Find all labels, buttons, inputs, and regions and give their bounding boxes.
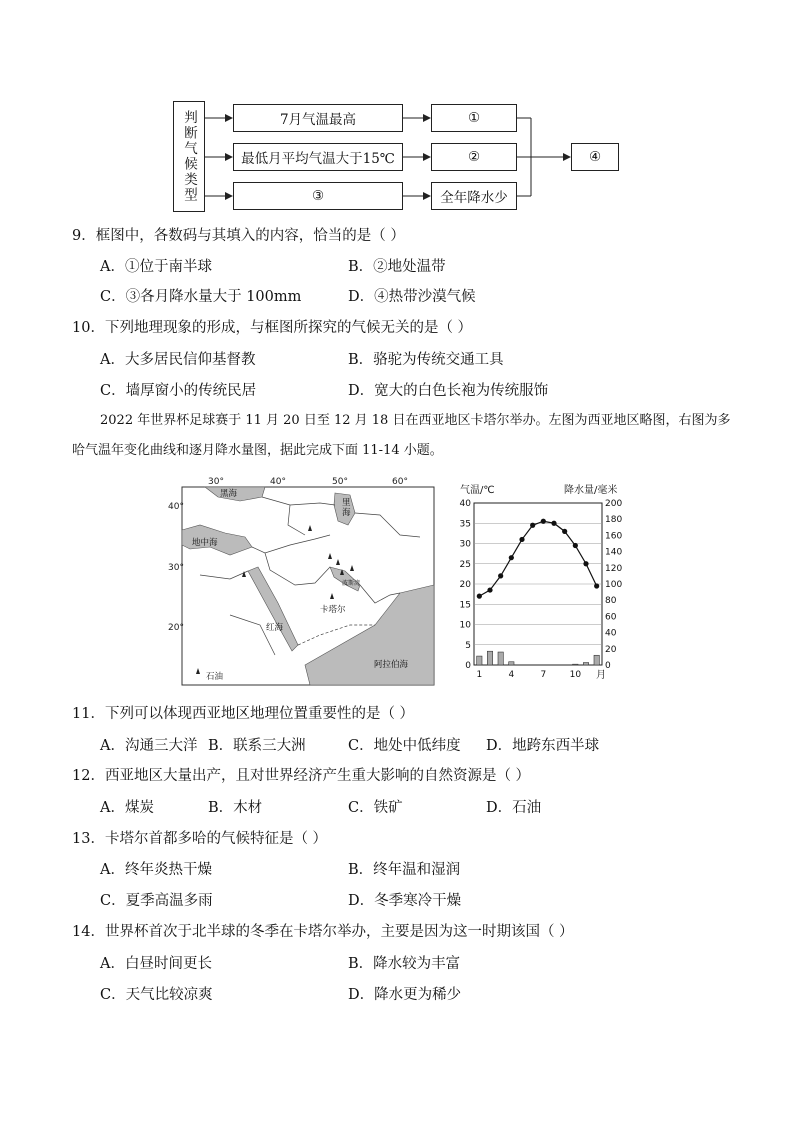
chart-y-right-tick: 180	[605, 515, 623, 526]
q11-option-a[interactable]: A．沟通三大洋	[100, 738, 198, 754]
lat-label-20: 20°	[168, 623, 184, 633]
temperature-point	[594, 583, 599, 588]
q13-stem: 13．卡塔尔首都多哈的气候特征是（ ）	[72, 831, 328, 847]
chart-x-tick: 4	[508, 670, 515, 680]
precip-bar	[487, 651, 492, 665]
lat-label-30: 30°	[168, 563, 184, 573]
lon-label-40: 40°	[270, 477, 286, 487]
q9-option-d[interactable]: D．④热带沙漠气候	[348, 289, 476, 305]
chart-y-right-tick: 160	[605, 531, 623, 542]
chart-y-left-tick: 5	[465, 640, 471, 651]
q11-option-c[interactable]: C．地处中低纬度	[348, 738, 461, 754]
chart-y-left-tick: 30	[459, 539, 471, 550]
q14-option-c[interactable]: C．天气比较凉爽	[100, 987, 213, 1003]
red-sea-label: 红海	[266, 623, 284, 633]
flow-box-low-precip: 全年降水少	[431, 182, 517, 210]
flow-box-1: ①	[431, 104, 517, 132]
chart-y-left-tick: 0	[465, 661, 471, 671]
q9-option-c[interactable]: C．③各月降水量大于 100mm	[100, 289, 302, 305]
reading-intro: 2022 年世界杯足球赛于 11 月 20 日至 12 月 18 日在西亚地区卡塔尔举办。左图为西亚地区略图，右图为多哈气温年变化曲线和逐月降水量图，据此完成下面 11-14 小题。	[72, 413, 731, 458]
q11-option-b[interactable]: B．联系三大洲	[208, 738, 306, 754]
caspian-label-1: 里	[342, 498, 351, 508]
precip-bar	[573, 664, 578, 665]
gulf-label: 波斯湾	[342, 580, 361, 587]
chart-y-right-tick: 80	[605, 596, 617, 607]
q9-option-b[interactable]: B．②地处温带	[348, 259, 446, 275]
temperature-point	[509, 555, 514, 560]
temperature-point	[487, 587, 492, 592]
chart-y-right-tick: 40	[605, 628, 617, 639]
black-sea-label: 黑海	[220, 489, 238, 499]
temperature-point	[530, 523, 535, 528]
temperature-point	[498, 573, 503, 578]
chart-x-tick: 10	[569, 670, 582, 680]
lon-label-60: 60°	[392, 477, 408, 487]
lat-label-40: 40°	[168, 502, 184, 512]
q12-option-a[interactable]: A．煤炭	[100, 800, 154, 816]
temperature-point	[477, 594, 482, 599]
q14-option-d[interactable]: D．降水更为稀少	[348, 987, 462, 1003]
chart-ylabel-left: 气温/℃	[460, 485, 495, 496]
chart-y-right-tick: 60	[605, 612, 617, 623]
q10-option-a[interactable]: A．大多居民信仰基督教	[100, 352, 256, 368]
chart-y-right-tick: 200	[605, 499, 623, 509]
q13-option-d[interactable]: D．冬季寒冷干燥	[348, 893, 462, 909]
temperature-point	[562, 529, 567, 534]
q12-option-b[interactable]: B．木材	[208, 800, 263, 816]
chart-y-left-tick: 35	[459, 519, 471, 530]
q11-option-d[interactable]: D．地跨东西半球	[486, 738, 600, 754]
qatar-label: 卡塔尔	[320, 605, 346, 615]
flow-box-4: ④	[571, 143, 619, 171]
arabian-sea-label: 阿拉伯海	[374, 660, 409, 670]
q11-stem: 11．下列可以体现西亚地区地理位置重要性的是（ ）	[72, 706, 415, 722]
doha-climate-chart	[454, 475, 634, 685]
chart-y-right-tick: 140	[605, 547, 623, 558]
q12-option-c[interactable]: C．铁矿	[348, 800, 403, 816]
chart-ylabel-right: 降水量/毫米	[564, 485, 618, 496]
q12-option-d[interactable]: D．石油	[486, 800, 542, 816]
precip-bar	[509, 662, 514, 665]
lon-label-50: 50°	[332, 477, 348, 487]
q10-option-c[interactable]: C．墙厚窗小的传统民居	[100, 383, 257, 399]
chart-y-right-tick: 100	[605, 580, 623, 590]
flow-box-min-temp: 最低月平均气温大于15℃	[233, 143, 403, 171]
q13-option-a[interactable]: A．终年炎热干燥	[100, 862, 212, 878]
west-asia-map	[170, 475, 430, 685]
flow-box-2: ②	[431, 143, 517, 171]
caspian-label-2: 海	[342, 508, 351, 518]
precip-bar	[583, 663, 588, 665]
lon-label-30: 30°	[208, 477, 224, 487]
flow-box-july-temp: 7月气温最高	[233, 104, 403, 132]
chart-x-tick: 1	[476, 670, 483, 680]
temperature-point	[519, 537, 524, 542]
chart-xlabel: 月	[596, 670, 606, 681]
precip-bar	[498, 652, 503, 665]
chart-y-left-tick: 10	[459, 620, 471, 631]
chart-y-left-tick: 25	[459, 559, 471, 570]
legend-oil-label: 石油	[206, 672, 224, 682]
chart-y-left-tick: 40	[459, 499, 471, 509]
q13-option-b[interactable]: B．终年温和湿润	[348, 862, 461, 878]
q9-option-a[interactable]: A．①位于南半球	[100, 259, 212, 275]
left-label-text: 判断气候类型	[181, 110, 197, 203]
q10-option-b[interactable]: B．骆驼为传统交通工具	[348, 352, 504, 368]
q12-stem: 12．西亚地区大量出产，且对世界经济产生重大影响的自然资源是（ ）	[72, 768, 531, 784]
q14-option-a[interactable]: A．白昼时间更长	[100, 956, 212, 972]
q10-stem: 10．下列地理现象的形成，与框图所探究的气候无关的是（ ）	[72, 320, 473, 336]
precip-bar	[594, 655, 599, 665]
q9-stem: 9．框图中，各数码与其填入的内容，恰当的是（ ）	[72, 228, 405, 244]
temperature-point	[541, 519, 546, 524]
temperature-point	[551, 521, 556, 526]
chart-y-left-tick: 15	[459, 600, 471, 611]
q14-stem: 14．世界杯首次于北半球的冬季在卡塔尔举办，主要是因为这一时期该国（ ）	[72, 924, 574, 940]
chart-y-left-tick: 20	[459, 580, 471, 590]
chart-y-right-tick: 120	[605, 563, 623, 574]
temperature-point	[573, 543, 578, 548]
chart-x-tick: 7	[540, 670, 547, 680]
q14-option-b[interactable]: B．降水较为丰富	[348, 956, 461, 972]
mediterranean-label: 地中海	[192, 538, 218, 548]
chart-y-right-tick: 20	[605, 644, 617, 655]
flow-box-3: ③	[233, 182, 403, 210]
chart-y-right-tick: 0	[605, 661, 611, 671]
temperature-point	[583, 561, 588, 566]
q10-option-d[interactable]: D．宽大的白色长袍为传统服饰	[348, 383, 549, 399]
q13-option-c[interactable]: C．夏季高温多雨	[100, 893, 213, 909]
precip-bar	[477, 656, 482, 665]
